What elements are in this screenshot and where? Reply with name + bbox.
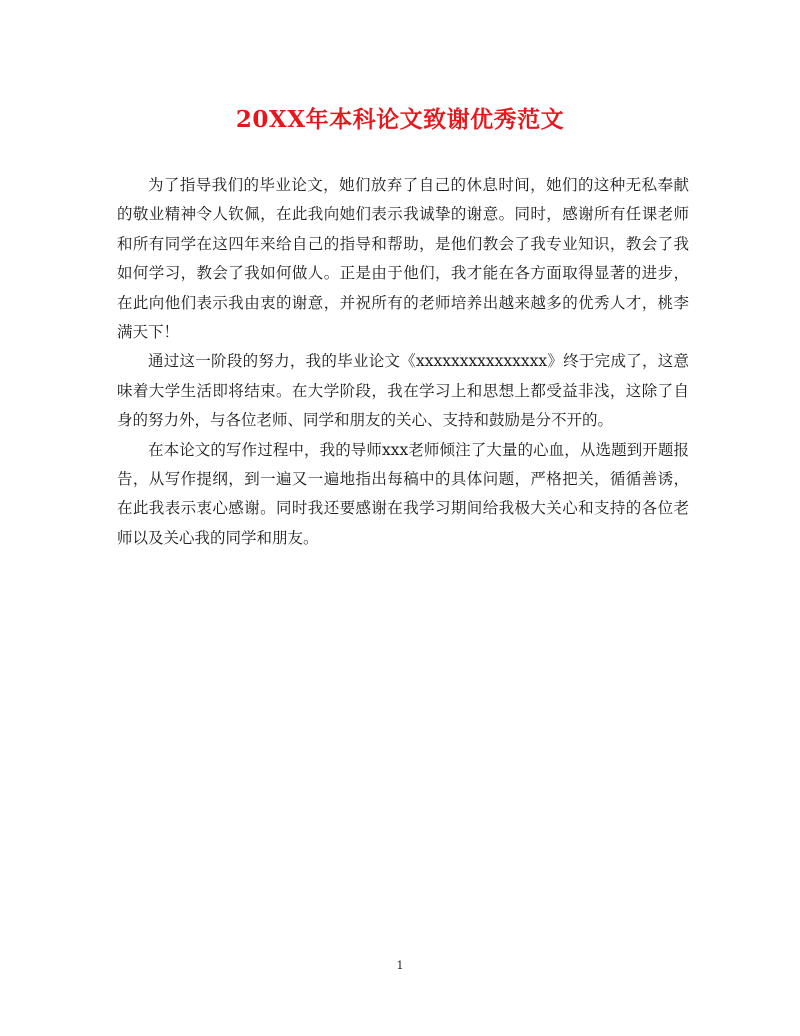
document-title: 20XX年本科论文致谢优秀范文: [235, 106, 565, 133]
paragraph-1: 为了指导我们的毕业论文，她们放弃了自己的休息时间，她们的这种无私奉献的敬业精神令人钦佩，在此我向她们表示我诚挚的谢意。同时，感谢所有任课老师和所有同学在这四年来给自己的指导和帮助，是他们教会了我专业知识，教会了我如何学习，教会了我如何做人。正是由于他们，我才能在各方面取得显著的进步，在此向他们表示我由衷的谢意，并祝所有的老师培养出越来越多的优秀人才，桃李满天下！: [117, 176, 689, 342]
page-number: 1: [396, 959, 404, 972]
paragraph-2: 通过这一阶段的努力，我的毕业论文《xxxxxxxxxxxxxxx》终于完成了，这意味着大学生活即将结束。在大学阶段，我在学习上和思想上都受益非浅，这除了自身的努力外，与各位老师、同学和朋友的关心、支持和鼓励是分不开的。: [117, 352, 689, 430]
paragraph-3: 在本论文的写作过程中，我的导师xxx老师倾注了大量的心血，从选题到开题报告，从写作提纲，到一遍又一遍地指出每稿中的具体问题，严格把关，循循善诱，在此我表示衷心感谢。同时我还要感谢在我学习期间给我极大关心和支持的各位老师以及关心我的同学和朋友。: [117, 440, 689, 547]
document-body: [117, 171, 689, 553]
